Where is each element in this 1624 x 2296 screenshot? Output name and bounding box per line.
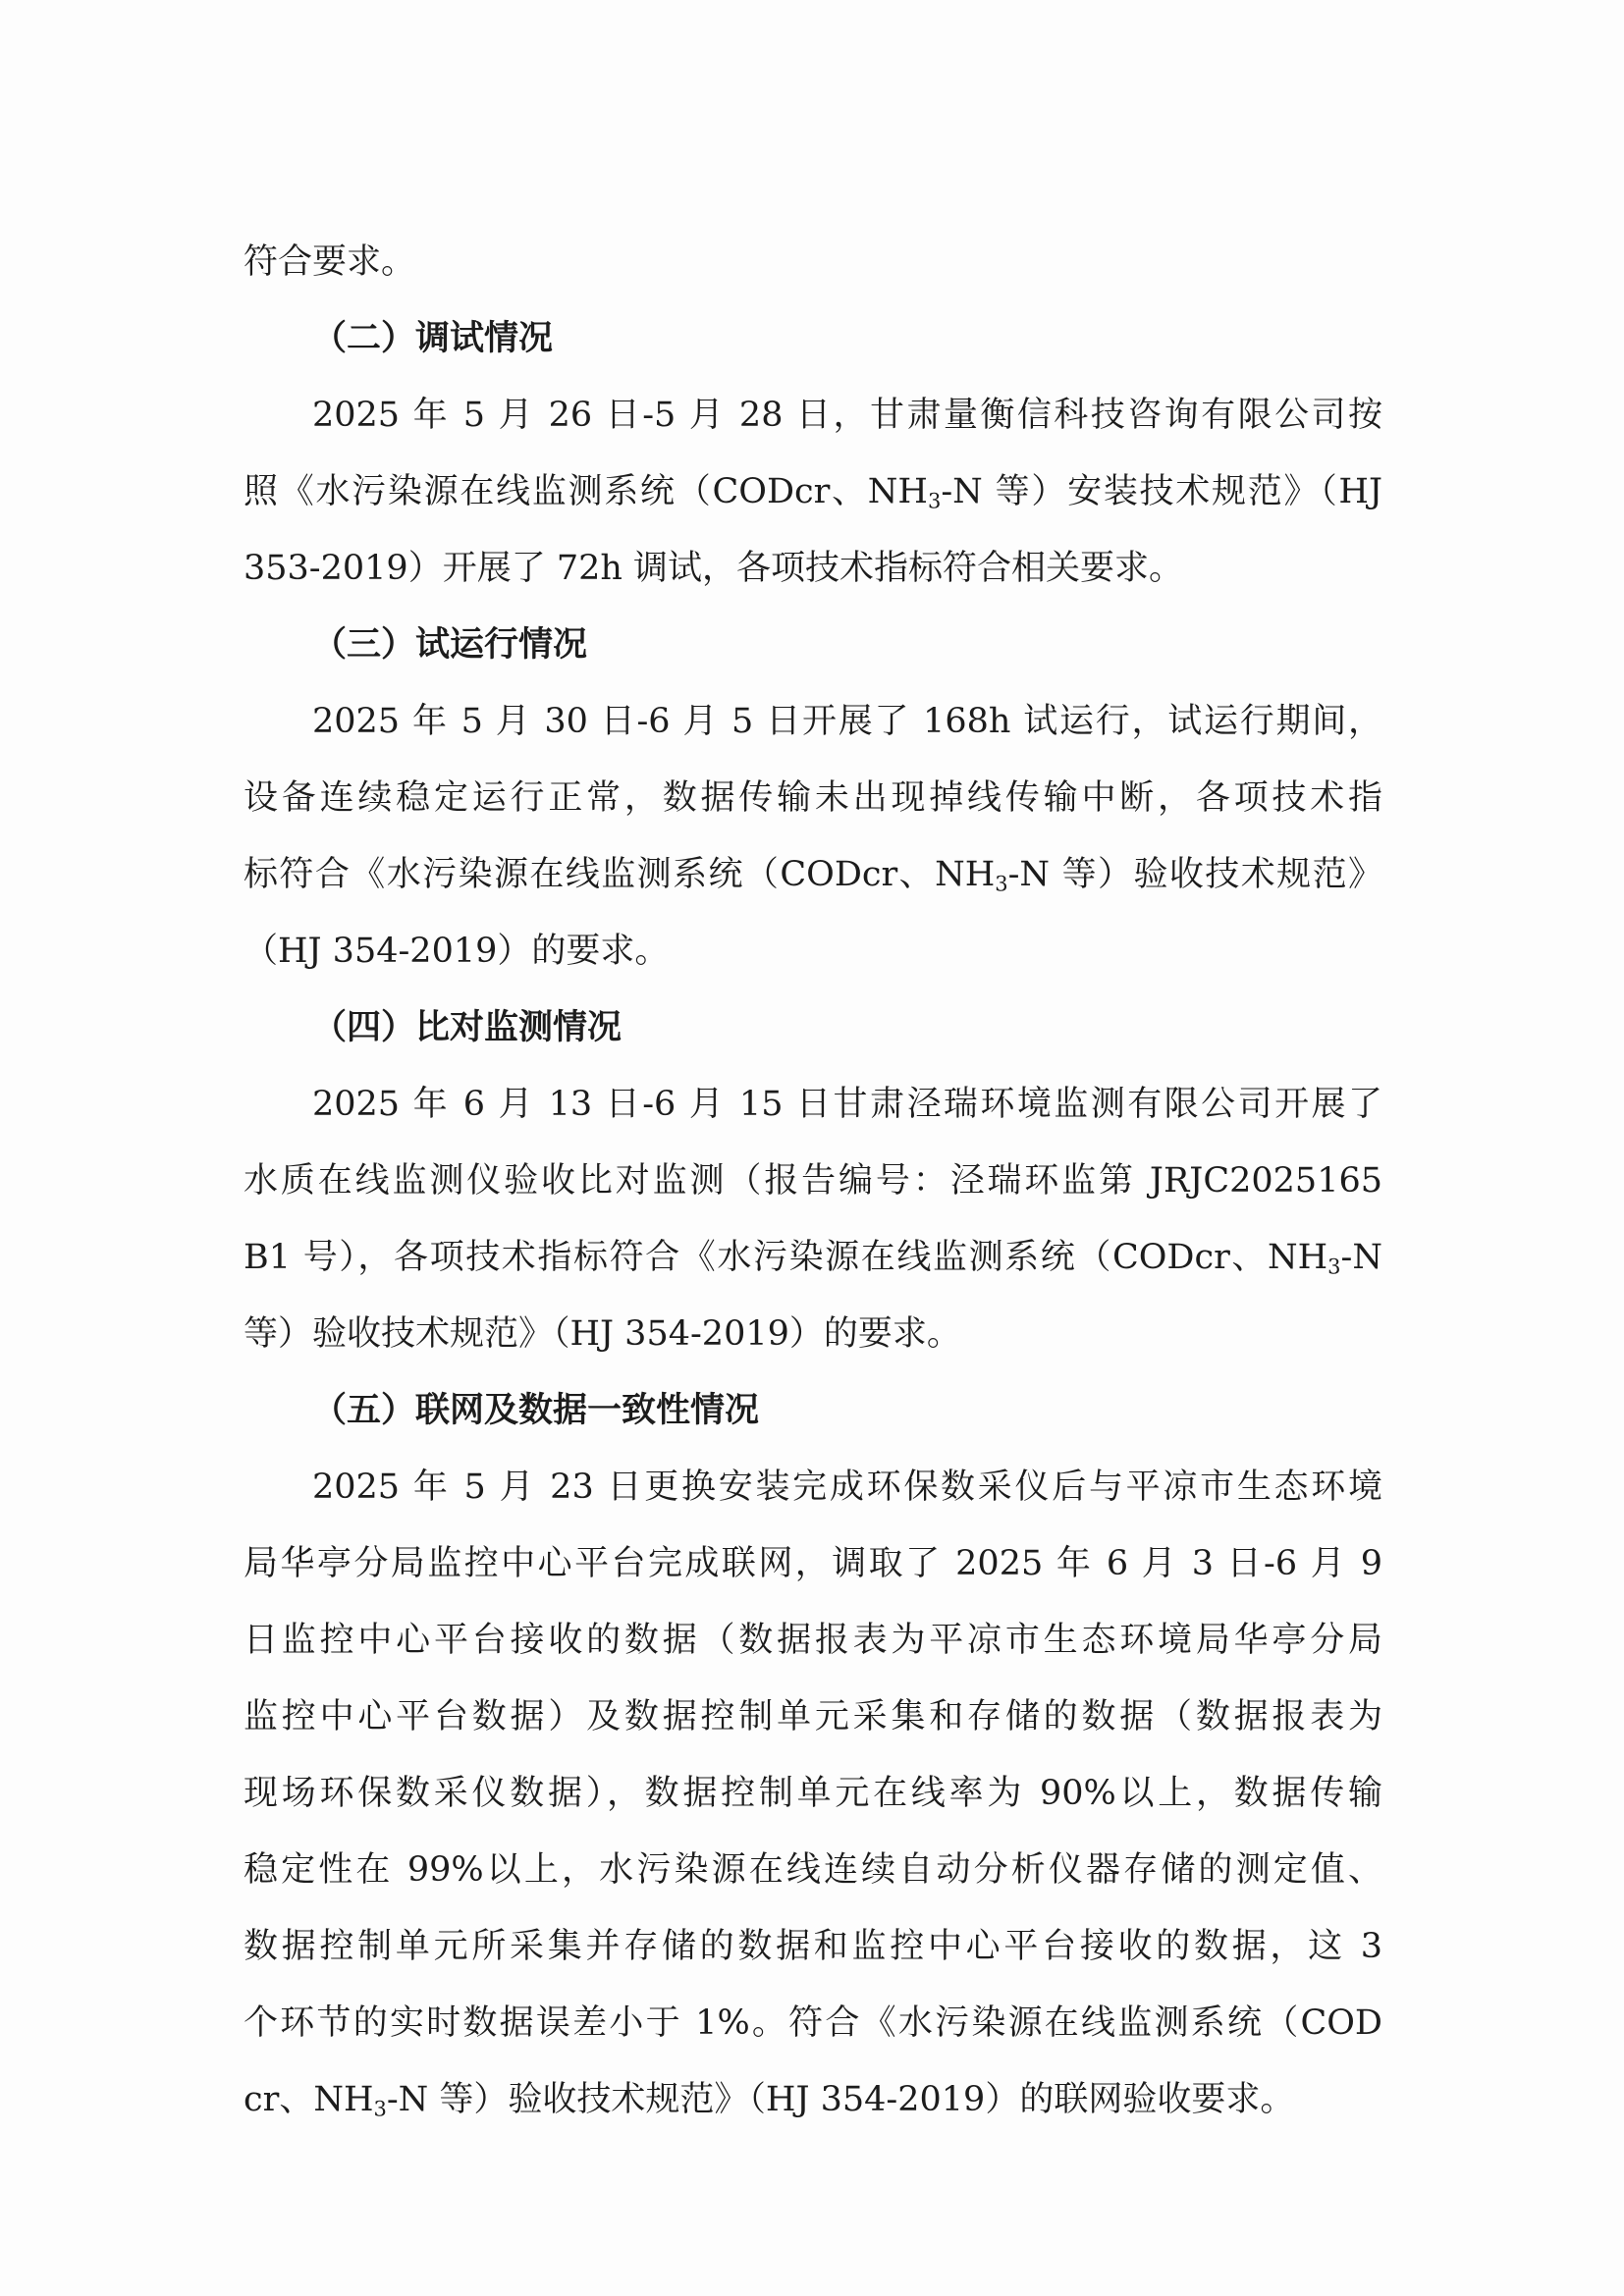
section-heading-trial-run: （三）试运行情况 xyxy=(312,624,588,665)
paragraph-line: 数据控制单元所采集并存储的数据和监控中心平台接收的数据，这 3 xyxy=(244,1927,1382,1966)
paragraph-line: 局华亭分局监控中心平台完成联网，调取了 2025 年 6 月 3 日-6 月 9 xyxy=(244,1544,1382,1583)
paragraph-line: 2025 年 5 月 26 日-5 月 28 日，甘肃量衡信科技咨询有限公司按 xyxy=(312,396,1382,435)
paragraph-line: 2025 年 6 月 13 日-6 月 15 日甘肃泾瑞环境监测有限公司开展了 xyxy=(312,1085,1382,1124)
section-heading-debugging: （二）调试情况 xyxy=(312,318,554,358)
paragraph-line: 日监控中心平台接收的数据（数据报表为平凉市生态环境局华亭分局 xyxy=(244,1621,1382,1660)
section-heading-comparison-monitoring: （四）比对监测情况 xyxy=(312,1007,623,1047)
paragraph-line: B1 号），各项技术指标符合《水污染源在线监测系统（CODcr、$NH_3-N$ xyxy=(244,1238,1382,1279)
paragraph-line: 设备连续稳定运行正常，数据传输未出现掉线传输中断，各项技术指 xyxy=(244,778,1382,818)
paragraph-line: 水质在线监测仪验收比对监测（报告编号：泾瑞环监第 JRJC2025165 xyxy=(244,1161,1382,1201)
document-body xyxy=(244,224,1382,2138)
section-heading-networking-consistency: （五）联网及数据一致性情况 xyxy=(312,1390,760,1430)
paragraph-line: 现场环保数采仪数据），数据控制单元在线率为 90%以上，数据传输 xyxy=(244,1774,1382,1813)
paragraph-line: （HJ 354-2019）的要求。 xyxy=(244,932,670,971)
paragraph-line: 稳定性在 99%以上，水污染源在线连续自动分析仪器存储的测定值、 xyxy=(244,1850,1382,1890)
paragraph-line: 等）验收技术规范》（HJ 354-2019）的要求。 xyxy=(244,1314,961,1354)
paragraph-line: 符合要求。 xyxy=(244,242,416,282)
paragraph-line: 2025 年 5 月 23 日更换安装完成环保数采仪后与平凉市生态环境 xyxy=(312,1468,1382,1507)
paragraph-line: 监控中心平台数据）及数据控制单元采集和存储的数据（数据报表为 xyxy=(244,1697,1382,1736)
paragraph-line: 个环节的实时数据误差小于 1%。符合《水污染源在线监测系统（COD xyxy=(244,2003,1382,2043)
paragraph-line: 照《水污染源在线监测系统（CODcr、$NH_3-N$ 等）安装技术规范》（HJ xyxy=(244,472,1382,513)
paragraph-line: 2025 年 5 月 30 日-6 月 5 日开展了 168h 试运行，试运行期间， xyxy=(312,702,1382,741)
paragraph-line: 标符合《水污染源在线监测系统（CODcr、$NH_3-N$ 等）验收技术规范》 xyxy=(244,855,1382,896)
paragraph-line: 353-2019）开展了 72h 调试，各项技术指标符合相关要求。 xyxy=(244,549,1184,588)
paragraph-line: cr、$NH_3-N$ 等）验收技术规范》（HJ 354-2019）的联网验收要求。 xyxy=(244,2080,1295,2121)
